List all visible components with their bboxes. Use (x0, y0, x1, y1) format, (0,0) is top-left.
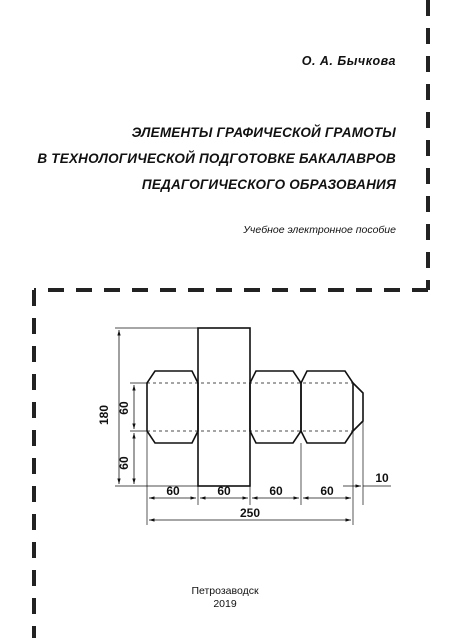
right-face-2 (301, 371, 353, 443)
box-net-drawing (95, 320, 395, 535)
title-line-1: ЭЛЕМЕНТЫ ГРАФИЧЕСКОЙ ГРАМОТЫ (131, 125, 396, 140)
dim-label-60-upper: 60 (117, 401, 131, 415)
imprint-city: Петрозаводск (191, 585, 259, 597)
center-panel (198, 328, 250, 486)
book-title (16, 120, 396, 198)
dim-label-w2: 60 (217, 484, 231, 498)
title-line-3: ПЕДАГОГИЧЕСКОГО ОБРАЗОВАНИЯ (141, 177, 396, 192)
left-face (147, 371, 198, 443)
dim-label-180: 180 (97, 404, 111, 426)
dim-label-60-lower: 60 (117, 456, 131, 470)
subtitle: Учебное электронное пособие (243, 224, 396, 236)
dim-label-250: 250 (239, 506, 261, 520)
imprint-year: 2019 (213, 598, 237, 610)
dim-label-10: 10 (375, 471, 389, 485)
glue-tab (353, 383, 363, 431)
right-face-1 (250, 371, 301, 443)
author-name: О. А. Бычкова (301, 54, 396, 68)
title-line-2: В ТЕХНОЛОГИЧЕСКОЙ ПОДГОТОВКЕ БАКАЛАВРОВ (37, 151, 396, 166)
dim-label-w1: 60 (166, 484, 180, 498)
imprint (175, 585, 275, 611)
dim-label-w4: 60 (320, 484, 334, 498)
dim-label-w3: 60 (269, 484, 283, 498)
